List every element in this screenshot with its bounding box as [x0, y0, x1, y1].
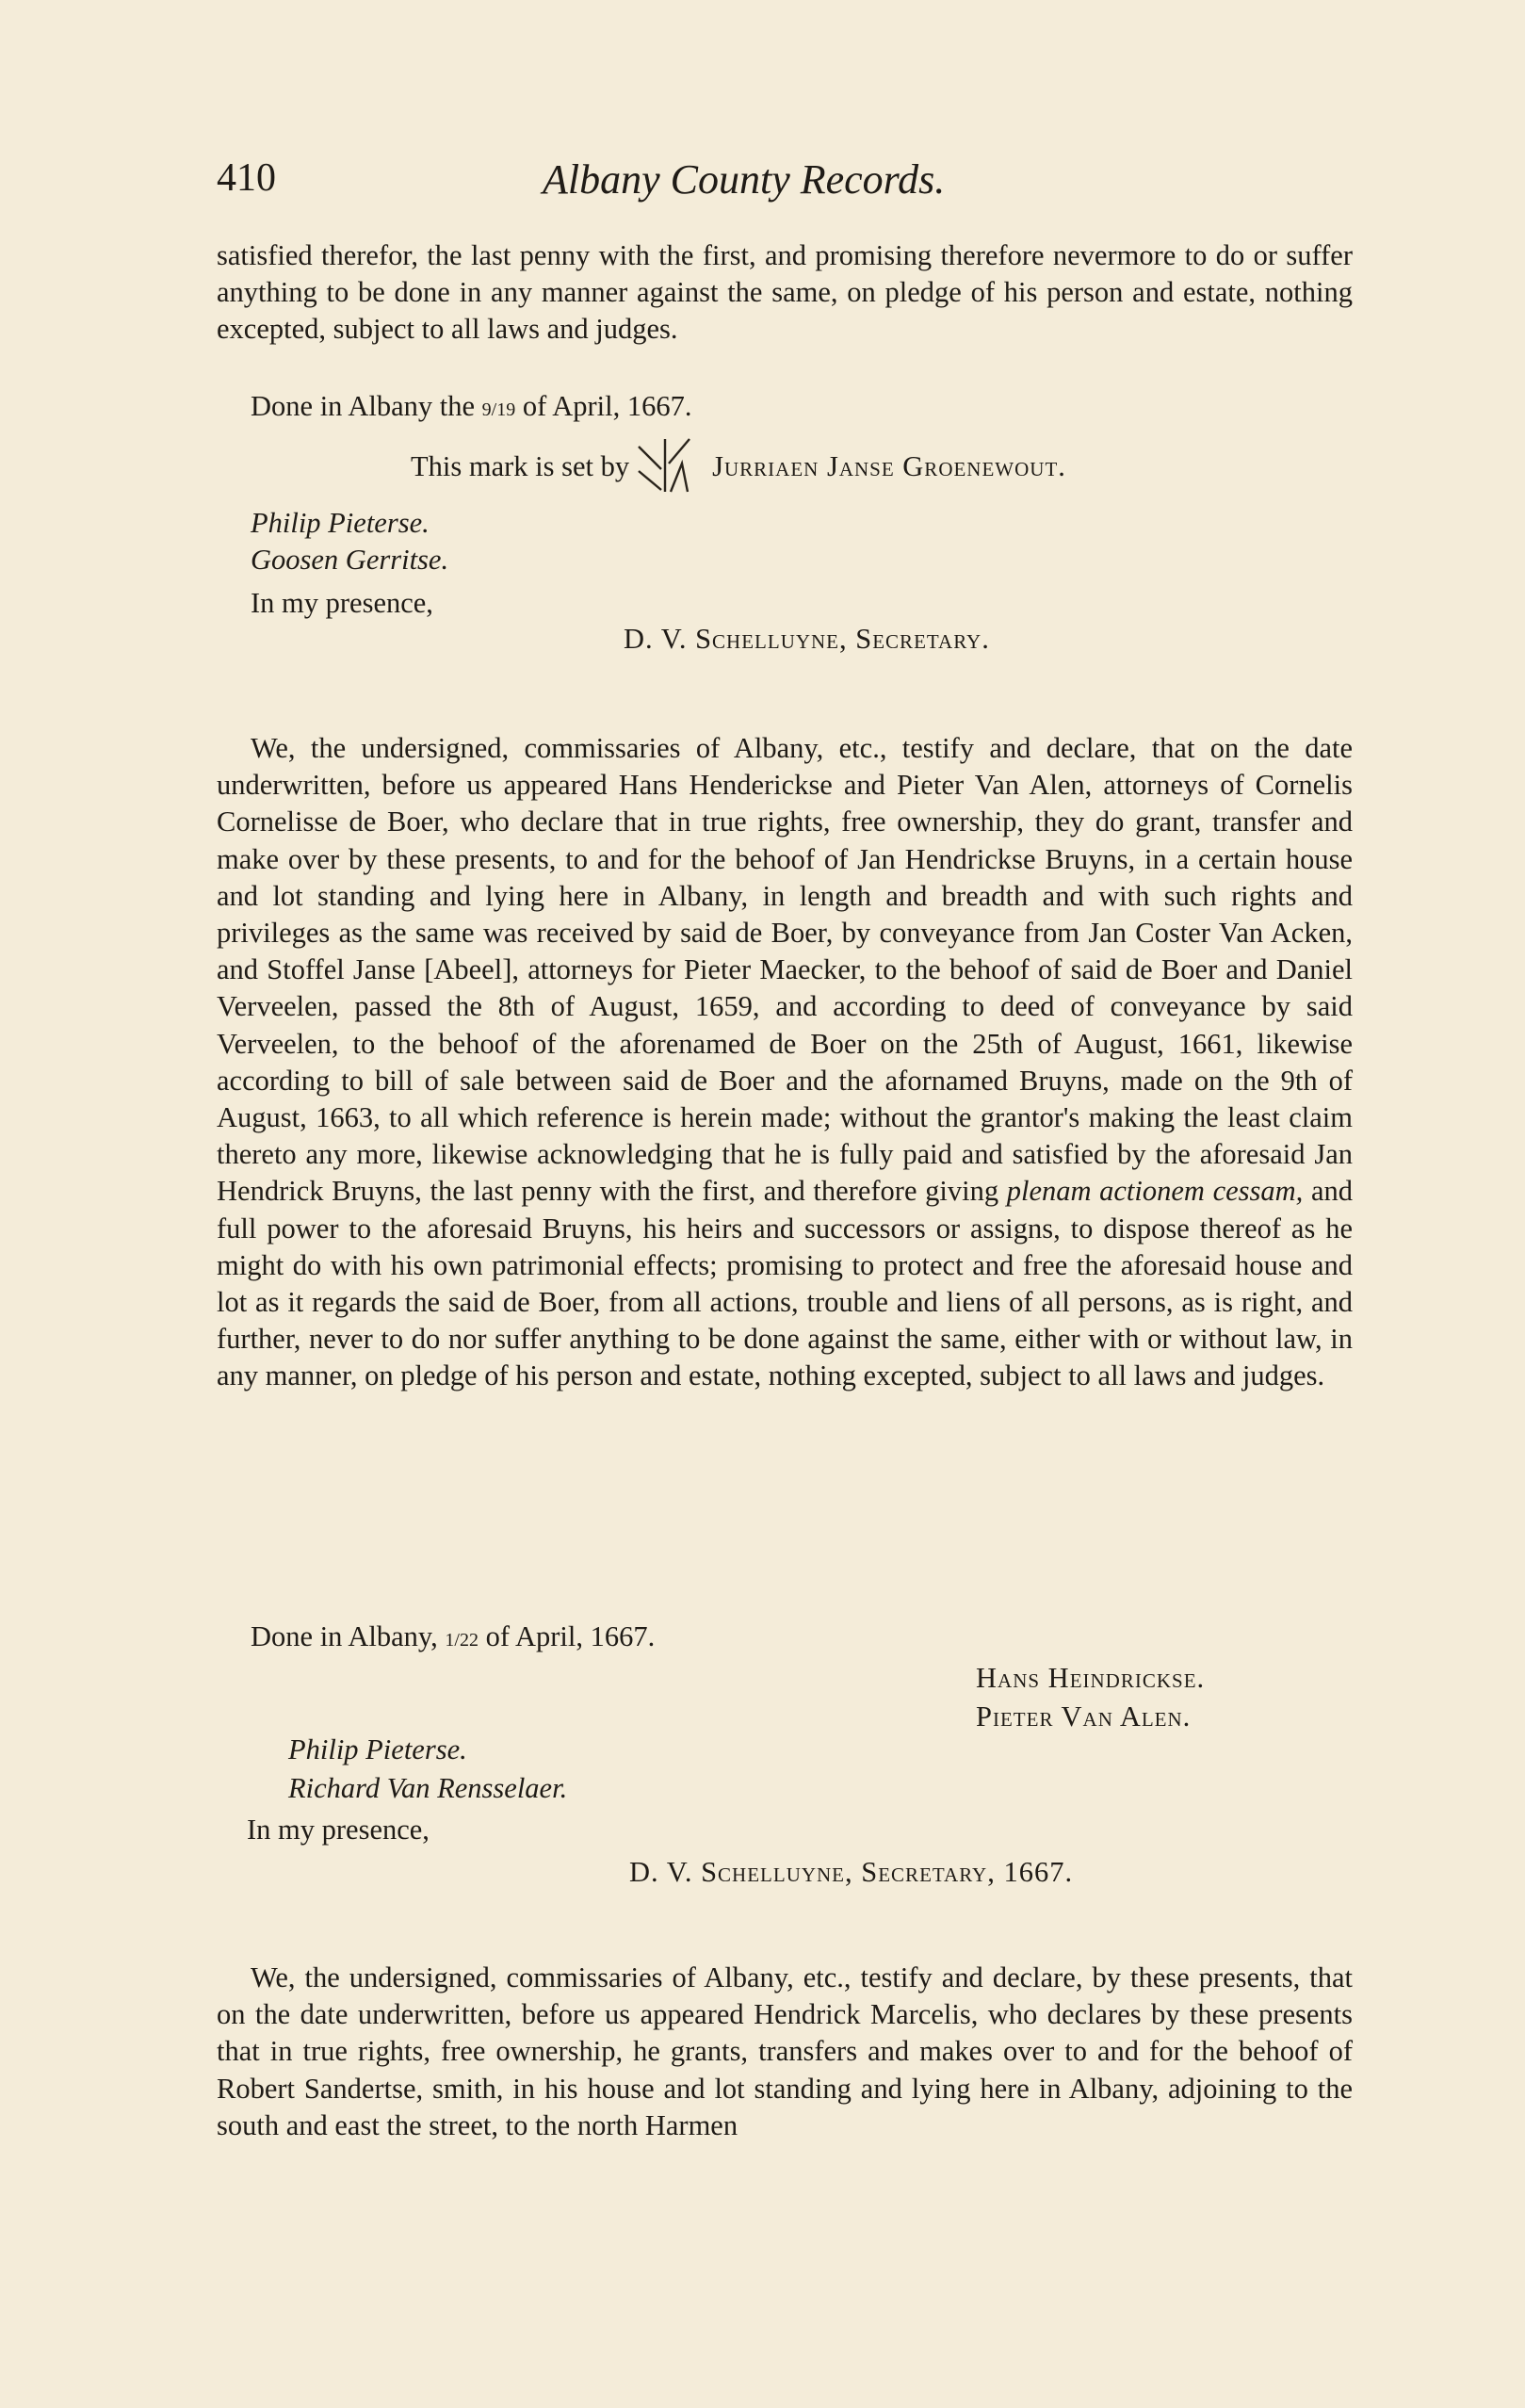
deed2-done-line: [251, 1620, 655, 1653]
deed2-witness-2: Richard Van Rensselaer.: [288, 1772, 568, 1804]
deed1-presence: In my presence,: [251, 587, 433, 619]
deed2-signer-2: Pieter Van Alen.: [976, 1700, 1192, 1733]
deed2-done-prefix: Done in Albany,: [251, 1620, 438, 1652]
deed2-witness-1: Philip Pieterse.: [288, 1733, 467, 1765]
deed1-signer: Jurriaen Janse Groenewout.: [712, 449, 1066, 482]
deed1-continuation: satisfied therefor, the last penny with the first, and promising therefore nevermore to do or suffer anything to be done in any manner against the same, on pledge of his person and estate, nothing excepted, subject to all laws and judges.: [217, 239, 1353, 346]
page-header: [217, 155, 1353, 212]
deed2-secretary: D. V. Schelluyne, Secretary, 1667.: [629, 1856, 1074, 1888]
deed1-mark-line: [411, 435, 1066, 497]
page-number: 410: [217, 156, 276, 200]
deed1-witness-2: Goosen Gerritse.: [251, 544, 449, 576]
running-title: Albany County Records.: [543, 156, 946, 203]
deed1-done-line: [251, 390, 691, 423]
deed2-body: [217, 730, 1353, 1395]
deed1-secretary: D. V. Schelluyne, Secretary.: [624, 623, 990, 655]
deed2-latin-phrase: plenam actionem cessam,: [1006, 1175, 1304, 1208]
signer-mark-icon: [633, 435, 699, 497]
deed1-done-suffix: of April, 1667.: [522, 390, 692, 422]
deed2-presence: In my presence,: [247, 1814, 430, 1846]
mark-text: This mark is set by: [411, 449, 630, 482]
deed1-done-prefix: Done in Albany the: [251, 390, 476, 422]
deed2-body-end: and full power to the aforesaid Bruyns, his heirs and successors or assigns, to dispose thereof as he might do with his own patrimonial effects; promising to protect and free the aforesaid house and lot as it regards the said de Boer, from all actions, trouble and liens of all persons, as is right, and further, never to do nor suffer anything to be done against the same, either with or without law, in any manner, on pledge of his person and estate, nothing excepted, subject to all laws and judges.: [217, 1175, 1353, 1392]
deed1-witness-1: Philip Pieterse.: [251, 507, 430, 539]
deed3-body: We, the undersigned, commissaries of Albany, etc., testify and declare, by these presents, that on the date underwritten, before us appeared Hendrick Marcelis, who declares by these presents that in true rights, free ownership, he grants, transfers and makes over to and for the behoof of Robert Sandertse, smith, in his house and lot standing and lying here in Albany, adjoining to the south and east the street, to the north Harmen: [217, 1961, 1353, 2141]
deed2-done-fraction: 1/22: [445, 1630, 479, 1651]
deed2-body-start: We, the undersigned, commissaries of Albany, etc., testify and declare, that on the date underwritten, before us appeared Hans Henderickse and Pieter Van Alen, attorneys of Cornelis Cornelisse de Boer, who declare that in true rights, free ownership, they do grant, transfer and make over by these presents, to and for the behoof of Jan Hendrickse Bruyns, in a certain house and lot standing and lying here in Albany, in length and breadth and with such rights and privileges as the same was received by said de Boer, by conveyance from Jan Coster Van Acken, and Stoffel Janse [Abeel], attorneys for Pieter Maecker, to the behoof of said de Boer and Daniel Verveelen, passed the 8th of August, 1659, and according to deed of conveyance by said Verveelen, to the behoof of the aforenamed de Boer on the 25th of August, 1661, likewise according to bill of sale between said de Boer and the afornamed Bruyns, made on the 9th of August, 1663, to all which reference is herein made; without the grantor's making the least claim thereto any more, likewise acknowledging that he is fully paid and satisfied by the aforesaid Jan Hendrick Bruyns, the last penny with the first, and therefore giving: [217, 732, 1353, 1208]
deed2-signer-1: Hans Heindrickse.: [976, 1662, 1206, 1694]
deed2-done-suffix: of April, 1667.: [485, 1620, 656, 1652]
deed1-done-fraction: 9/19: [481, 399, 516, 420]
